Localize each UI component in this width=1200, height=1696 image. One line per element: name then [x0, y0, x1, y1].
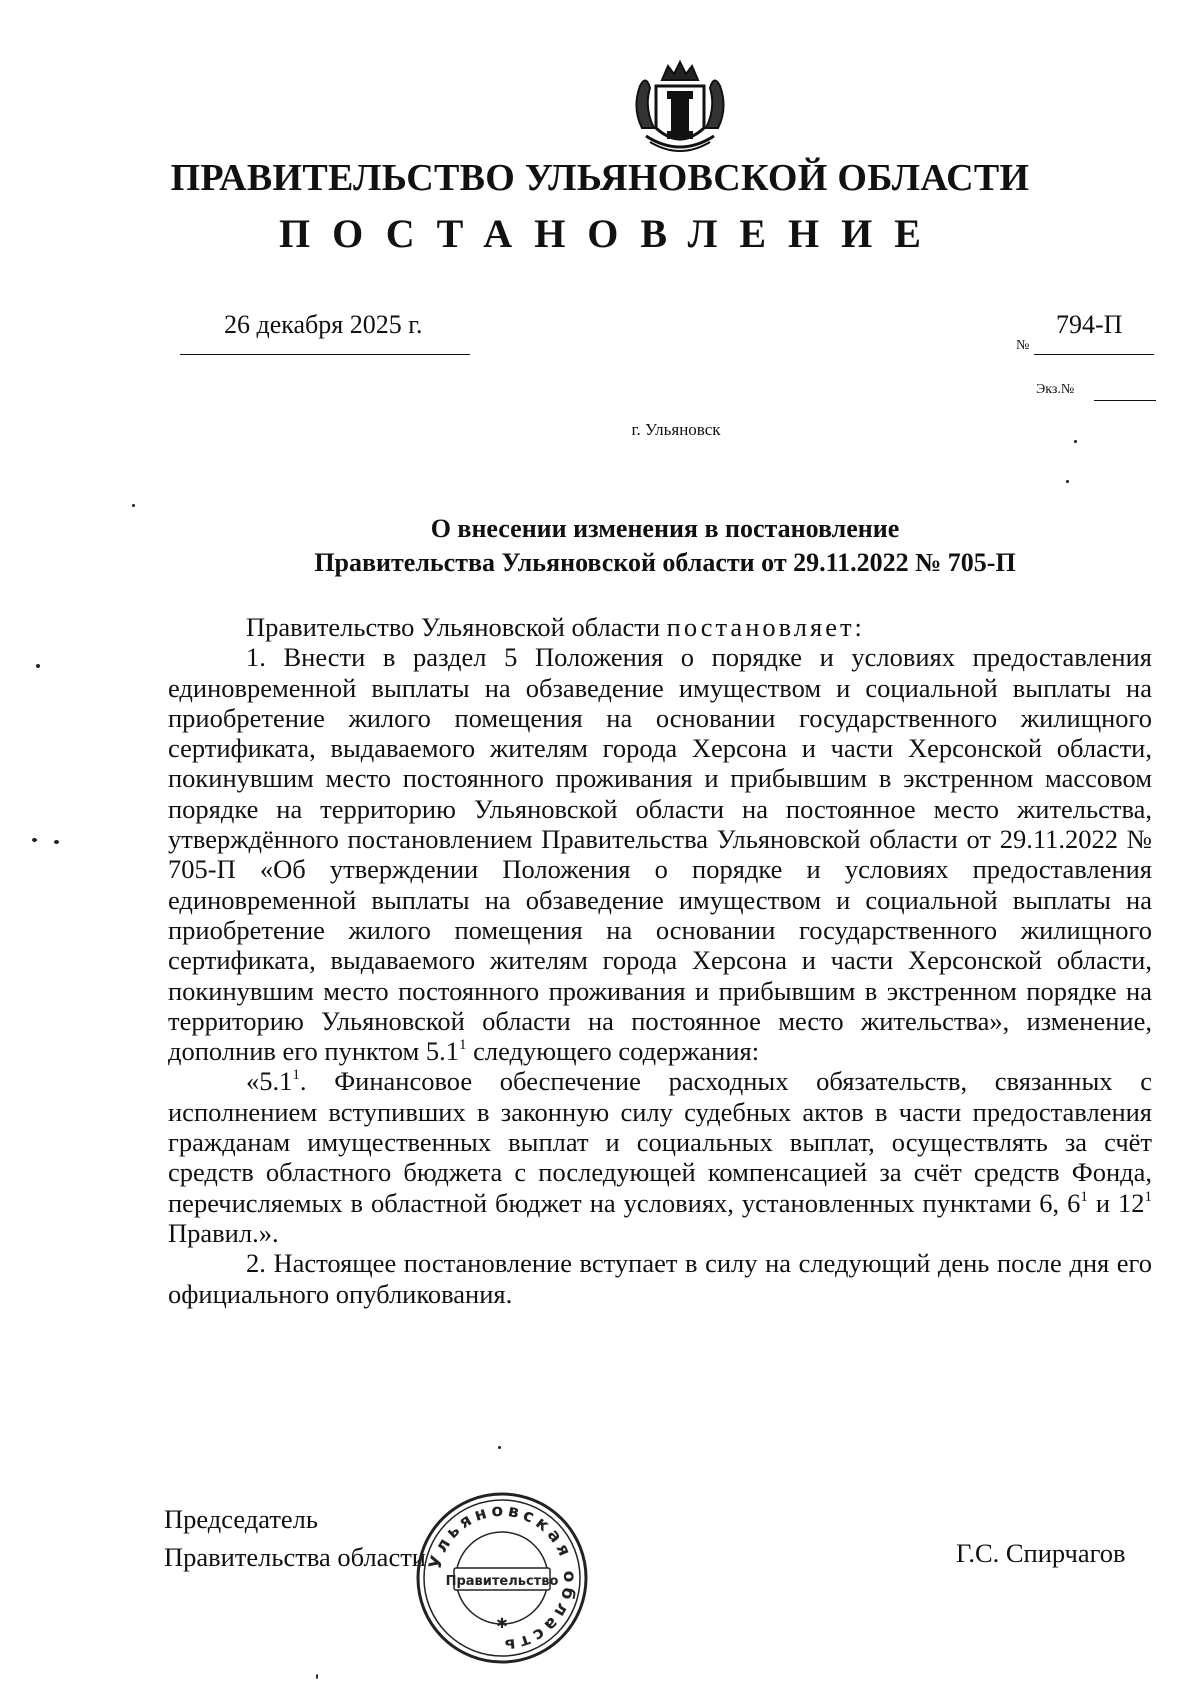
signatory-position-line-2: Правительства области — [164, 1542, 426, 1572]
scan-speck — [54, 840, 59, 844]
item-1-paragraph — [168, 642, 1152, 1066]
scan-speck — [32, 838, 37, 842]
signatory-name: Г.С. Спирчагов — [956, 1538, 1126, 1568]
document-heading — [0, 512, 1200, 580]
seal-ring-text: Ульяновская область — [425, 1500, 580, 1656]
item-1-end: следующего содержания: — [466, 1036, 760, 1067]
official-seal-stamp — [414, 1490, 590, 1666]
seal-center-text: Правительство — [445, 1574, 559, 1589]
heading-line-1: О внесении изменения в постановление — [430, 514, 900, 543]
copy-number-label: Экз.№ — [1036, 382, 1075, 397]
seal-star-icon: ✱ — [496, 1616, 508, 1632]
quote-superscript-3: 1 — [1144, 1188, 1152, 1205]
scan-speck — [132, 504, 135, 507]
document-date: 26 декабря 2025 г. — [224, 310, 423, 339]
signatory-position-line-1: Председатель — [164, 1504, 318, 1534]
preamble-paragraph — [168, 612, 1152, 642]
copy-number-underline — [1094, 400, 1156, 401]
quote-superscript: 1 — [292, 1067, 300, 1084]
quote-end: Правил.». — [168, 1217, 279, 1248]
signatory-position — [164, 1500, 426, 1576]
document-body — [168, 612, 1152, 1309]
quote-start: «5.1 — [246, 1066, 293, 1097]
government-title: ПРАВИТЕЛЬСТВО УЛЬЯНОВСКОЙ ОБЛАСТИ — [170, 157, 1030, 199]
date-underline — [180, 354, 470, 355]
preamble-verb: постановляет: — [666, 612, 865, 642]
document-type-title: ПОСТАНОВЛЕНИЕ — [279, 211, 943, 256]
preamble-text: Правительство Ульяновской области — [246, 612, 667, 642]
quoted-clause-paragraph — [168, 1066, 1152, 1248]
coat-of-arms-emblem — [628, 58, 732, 156]
number-underline — [1034, 354, 1154, 355]
document-number: 794-П — [1056, 310, 1123, 339]
item-1-superscript: 1 — [459, 1037, 467, 1054]
scan-speck — [316, 1674, 318, 1679]
number-sign: № — [1016, 338, 1030, 353]
city-name: г. Ульяновск — [631, 420, 721, 439]
quote-superscript-2: 1 — [1080, 1188, 1088, 1205]
scan-speck — [498, 1446, 501, 1449]
heading-line-2: Правительства Ульяновской области от 29.11.2022 № 705-П — [314, 548, 1016, 577]
quote-text: . Финансовое обеспечение расходных обязательств, связанных с исполнением вступивших в законную силу судебных актов в части предоставления гражданам имущественных выплат и социальных выплат, осуществлять за счёт средств областного бюджета с последующей компенсацией за счёт средств Фонда, перечисляемых в областной бюджет на условиях, установленных пунктами 6, 6 — [168, 1066, 1152, 1218]
item-2-paragraph: 2. Настоящее постановление вступает в силу на следующий день после дня его официального опубликования. — [168, 1248, 1152, 1309]
scan-speck — [1074, 440, 1077, 443]
scan-speck — [36, 664, 40, 668]
quote-mid: и 12 — [1087, 1187, 1145, 1218]
scan-speck — [1066, 480, 1069, 483]
item-1-text: 1. Внести в раздел 5 Положения о порядке и условиях предоставления единовременной выплаты на обзаведение имуществом и социальной выплаты на приобретение жилого помещения на основании государственного жилищного сертификата, выдаваемого жителям города Херсона и части Херсонской области, покинувшим место постоянного проживания и прибывшим в экстренном массовом порядке на территорию Ульяновской области на постоянное место жительства, утверждённого постановлением Правительства Ульяновской области от 29.11.2022 № 705-П «Об утверждении Положения о порядке и условиях предоставления единовременной выплаты на обзаведение имуществом и социальной выплаты на приобретение жилого помещения на основании государственного жилищного сертификата, выдаваемого жителям города Херсона и части Херсонской области, покинувшим место постоянного проживания и прибывшим в экстренном порядке на территорию Ульяновской области на постоянное место жительства», изменение, дополнив его пунктом 5.1 — [168, 642, 1152, 1067]
